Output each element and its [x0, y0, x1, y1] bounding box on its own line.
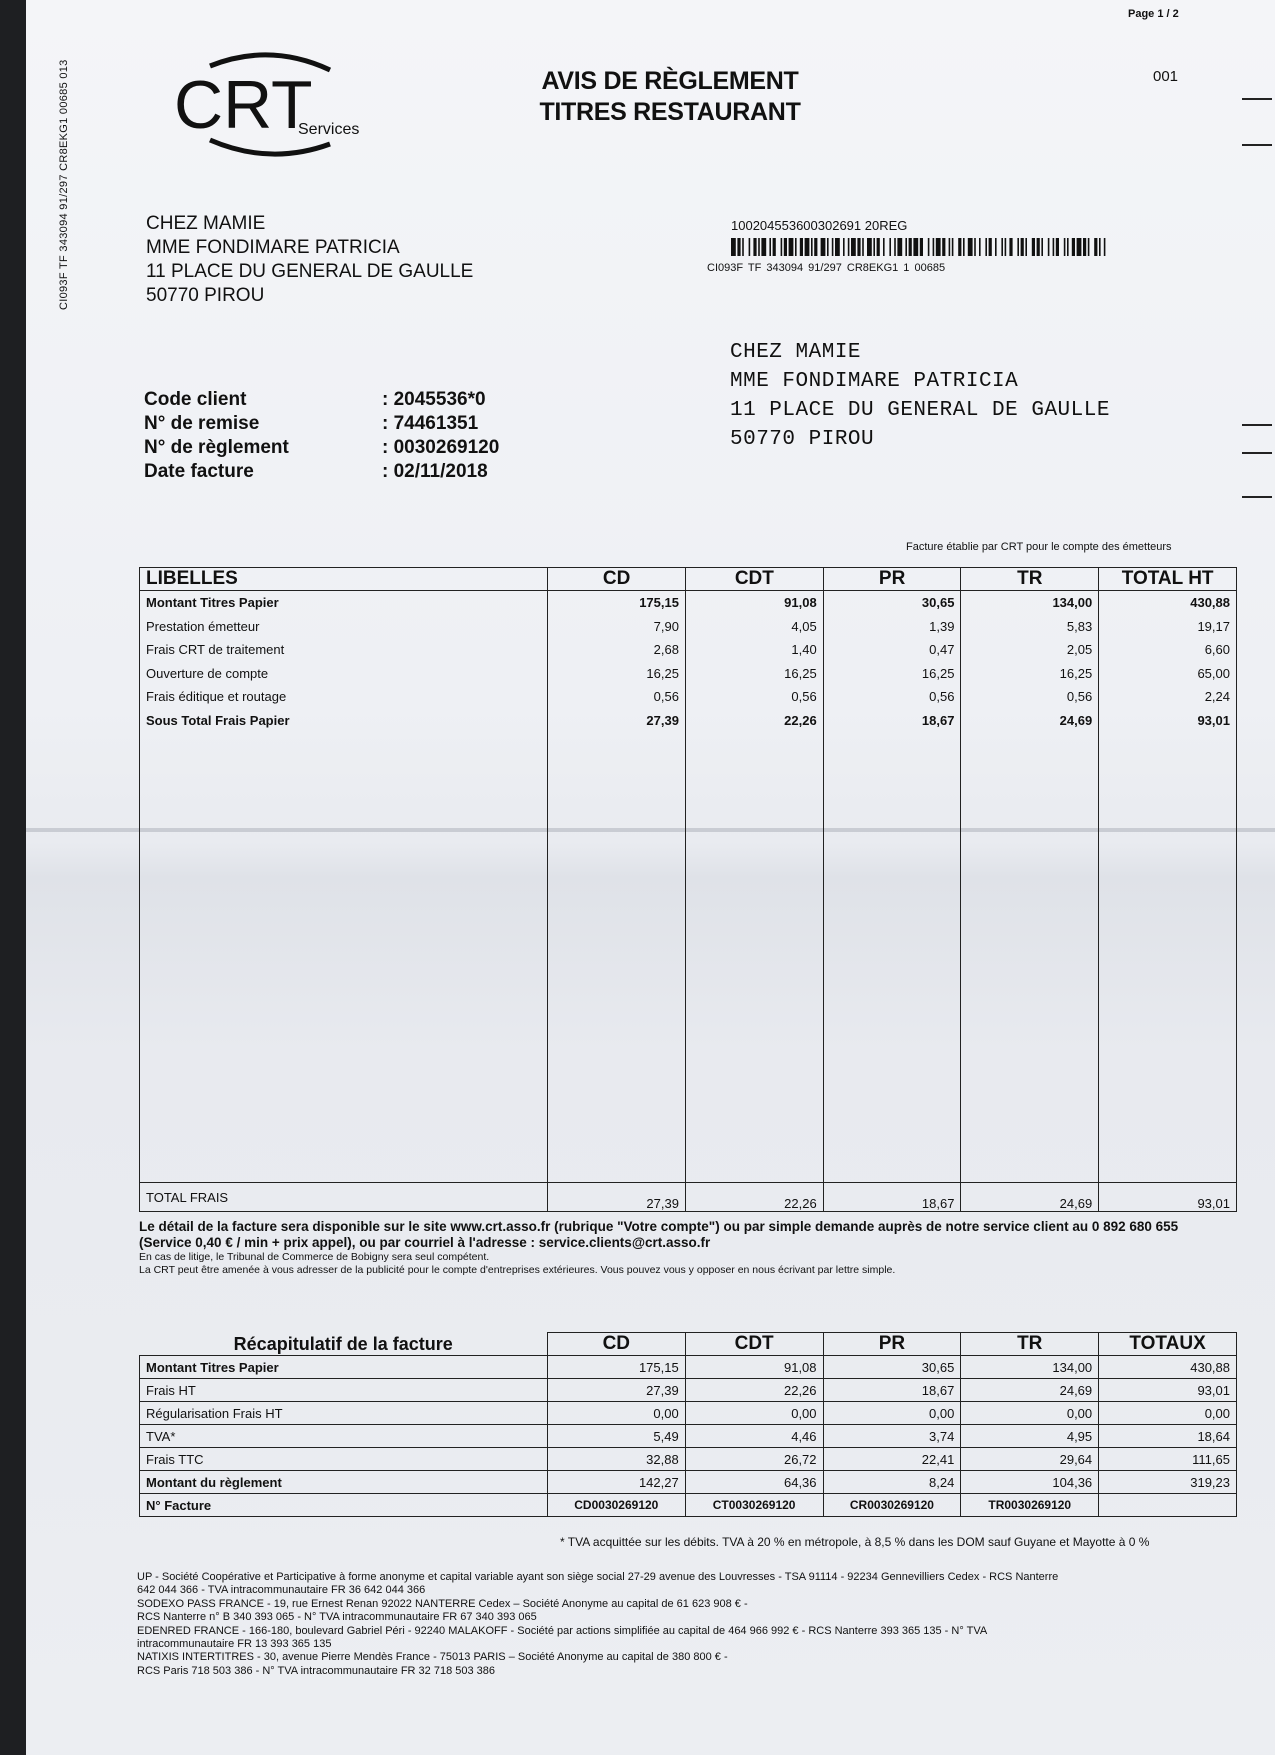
- barcode-bar: [894, 238, 896, 256]
- fees-tr-column: [961, 591, 1099, 1183]
- barcode-bar: [909, 238, 912, 256]
- fees-labels-column: [140, 591, 548, 1183]
- barcode-bar: [1077, 238, 1082, 256]
- barcode-bar: [1009, 238, 1012, 256]
- document-title: [500, 66, 840, 128]
- fees-cell: 5,83: [1066, 618, 1093, 634]
- edge-mark: [1242, 452, 1272, 454]
- fees-cell: 27,39: [646, 712, 679, 728]
- code-value: : 02/11/2018: [382, 461, 488, 482]
- barcode-bar: [873, 238, 875, 256]
- barcode-bar: [952, 238, 954, 256]
- barcode-bar: [843, 238, 845, 256]
- recipient-line: CHEZ MAMIE: [730, 341, 862, 364]
- invoice-codes: [144, 388, 499, 484]
- edge-mark: [1242, 144, 1272, 146]
- code-label: N° de remise: [144, 413, 260, 434]
- fees-cell: 1,39: [929, 618, 955, 634]
- fees-cell: 6,60: [1204, 642, 1230, 657]
- fees-row-label: Frais éditique et routage: [146, 689, 287, 704]
- fees-cell: 134,00: [1052, 595, 1093, 610]
- col-header-total-ht: TOTAL HT: [1099, 568, 1237, 591]
- barcode-bar: [949, 238, 951, 256]
- recap-cell: TR0030269120: [961, 1494, 1099, 1517]
- code-label: Date facture: [144, 461, 254, 482]
- recap-cell: 0,00: [1099, 1402, 1237, 1425]
- fees-cell: 2,24: [1204, 689, 1230, 704]
- fees-cell: 18,67: [921, 712, 955, 728]
- fees-cell: 4,05: [791, 618, 817, 634]
- fees-cell: 16,25: [646, 665, 679, 681]
- crt-logo: [170, 48, 370, 160]
- tva-note: * TVA acquittée sur les débits. TVA à 20 % en métropole, à 8,5 % dans les DOM sauf Guyane et Mayotte à 0 %: [560, 1535, 1150, 1549]
- barcode-bar: [867, 238, 872, 256]
- recap-cell: 0,00: [547, 1402, 685, 1425]
- fees-row-label: Montant Titres Papier: [146, 595, 279, 610]
- fees-cell: 19,17: [1197, 618, 1230, 634]
- barcode-bar: [989, 238, 992, 256]
- invoice-notice-small: [139, 1251, 1239, 1277]
- recap-cell: 32,88: [547, 1448, 685, 1471]
- title-line-2: TITRES RESTAURANT: [539, 98, 801, 126]
- recap-cell: 91,08: [685, 1356, 823, 1379]
- barcode-bar: [913, 238, 918, 256]
- recap-cell: 111,65: [1099, 1448, 1237, 1471]
- fees-row-label: Prestation émetteur: [146, 618, 260, 634]
- recap-header-pr: PR: [823, 1333, 961, 1356]
- barcode-reference: CI093F TF 343094 91/297 CR8EKG1 1 00685: [707, 262, 946, 274]
- total-frais-cdt: 22,26: [685, 1183, 823, 1212]
- total-frais-total: 93,01: [1099, 1183, 1237, 1212]
- recap-cell: 4,95: [961, 1425, 1099, 1448]
- barcode-bar: [1017, 238, 1019, 256]
- fees-cell: 2,05: [1066, 642, 1093, 657]
- issuer-note: Facture établie par CRT pour le compte des émetteurs: [906, 541, 1172, 553]
- fees-total-column: [1099, 591, 1237, 1183]
- fees-cell: 16,25: [784, 665, 817, 681]
- recap-cell: 27,39: [547, 1379, 685, 1402]
- total-frais-row: [140, 1183, 1237, 1212]
- barcode-bar: [758, 238, 760, 256]
- recap-cell: 24,69: [961, 1379, 1099, 1402]
- notice-line: Le détail de la facture sera disponible sur le site www.crt.asso.fr (rubrique "Votre compte") ou par simple demande auprès de notre service client au 0 892 680 655: [139, 1219, 1179, 1234]
- barcode-bar: [848, 238, 850, 256]
- barcode-bar: [784, 238, 787, 256]
- recap-row: [140, 1402, 1237, 1425]
- barcode-bar: [821, 238, 826, 256]
- recap-cell: 175,15: [547, 1356, 685, 1379]
- notice-line: La CRT peut être amenée à vous adresser de la publicité pour le compte d'entreprises extérieures. Vous pouvez vous y opposer en nous écrivant par lettre simple.: [139, 1264, 896, 1276]
- recap-row: [140, 1356, 1237, 1379]
- barcode-bar: [877, 238, 880, 256]
- barcode-bar: [1088, 238, 1090, 256]
- notice-line: (Service 0,40 € / min + prix appel), ou par courriel à l'adresse : service.clients@crt.asso.fr: [139, 1235, 711, 1250]
- fees-cell: 93,01: [1197, 712, 1230, 728]
- barcode-bar: [1104, 238, 1106, 256]
- code-value: : 0030269120: [382, 437, 500, 458]
- code-label: N° de règlement: [144, 437, 289, 458]
- edge-mark: [1242, 496, 1272, 498]
- recap-cell: [1099, 1494, 1237, 1517]
- fees-cell: 0,56: [1066, 689, 1093, 704]
- barcode-bar: [753, 238, 756, 256]
- total-frais-cd: 27,39: [548, 1183, 686, 1212]
- barcode-bar: [985, 238, 987, 256]
- fees-cell: 91,08: [784, 595, 817, 610]
- barcode-bar: [773, 238, 776, 256]
- recap-cell: 22,41: [823, 1448, 961, 1471]
- page-number: Page 1 / 2: [1128, 8, 1179, 20]
- fees-row-label: Ouverture de compte: [146, 665, 269, 681]
- address-line: 50770 PIROU: [146, 285, 265, 306]
- logo-text: CRT: [174, 67, 313, 143]
- fees-cell: 0,56: [929, 689, 955, 704]
- fees-table: [139, 567, 1237, 1212]
- fees-body: [140, 591, 1237, 1183]
- barcode-bar: [1053, 238, 1055, 256]
- recap-cell: 18,64: [1099, 1425, 1237, 1448]
- recap-cell: 3,74: [823, 1425, 961, 1448]
- recap-cell: 319,23: [1099, 1471, 1237, 1494]
- logo-subtext: Services: [298, 121, 360, 138]
- legal-line: EDENRED FRANCE - 166-180, boulevard Gabriel Péri - 92240 MALAKOFF - Société par actions simplifiée au capital de 464 966 992 € - RCS Nanterre 393 365 135 - N° TVA: [137, 1624, 988, 1637]
- barcode-bar: [789, 238, 794, 256]
- edge-mark: [1242, 98, 1272, 100]
- barcode-bar: [1001, 238, 1003, 256]
- barcode-bar: [995, 238, 997, 256]
- recap-row: [140, 1425, 1237, 1448]
- barcode-bar: [1037, 238, 1040, 256]
- barcode-bar: [1067, 238, 1069, 256]
- recap-row: [140, 1494, 1237, 1517]
- title-line-1: AVIS DE RÈGLEMENT: [541, 67, 799, 95]
- fees-row-label: Frais CRT de traitement: [146, 642, 285, 657]
- legal-line: RCS Paris 718 503 386 - N° TVA intracommunautaire FR 32 718 503 386: [137, 1664, 496, 1677]
- barcode-bar: [805, 238, 810, 256]
- fees-cell: 16,25: [921, 665, 955, 681]
- barcode-bar: [1099, 238, 1101, 256]
- fees-cd-column: [548, 591, 686, 1183]
- barcode-bar: [1072, 238, 1075, 256]
- recap-header-cd: CD: [547, 1333, 685, 1356]
- barcode-bar: [974, 238, 976, 256]
- recap-cell: 8,24: [823, 1471, 961, 1494]
- fees-header-row: [140, 568, 1237, 591]
- barcode-bar: [958, 238, 961, 256]
- barcode-bar: [933, 238, 935, 256]
- fees-cell: 7,90: [653, 618, 679, 634]
- document-number: 001: [1153, 68, 1179, 85]
- barcode-bar: [963, 238, 965, 256]
- fees-cell: 0,56: [791, 689, 817, 704]
- recipient-line: MME FONDIMARE PATRICIA: [730, 370, 1019, 393]
- barcode-bar: [1056, 238, 1059, 256]
- recap-cell: 26,72: [685, 1448, 823, 1471]
- code-value: : 2045536*0: [382, 389, 486, 410]
- code-label: Code client: [144, 389, 247, 410]
- code-value: : 74461351: [382, 413, 479, 434]
- barcode-bar: [761, 238, 766, 256]
- barcode-bar: [827, 238, 829, 256]
- recap-body: [140, 1356, 1237, 1517]
- recap-cell: 5,49: [547, 1425, 685, 1448]
- barcode-bar: [737, 238, 740, 256]
- barcode: [731, 238, 1111, 256]
- total-frais-tr: 24,69: [961, 1183, 1099, 1212]
- total-frais-pr: 18,67: [823, 1183, 961, 1212]
- recap-table: [139, 1332, 1237, 1517]
- recap-header-tr: TR: [961, 1333, 1099, 1356]
- barcode-bar: [851, 238, 856, 256]
- barcode-bar: [731, 238, 736, 256]
- legal-line: 642 044 366 - TVA intracommunautaire FR 36 642 044 366: [137, 1584, 426, 1597]
- barcode-bar: [835, 238, 840, 256]
- recap-cell: 22,26: [685, 1379, 823, 1402]
- barcode-bar: [857, 238, 860, 256]
- recap-row-label: Montant du règlement: [140, 1471, 548, 1494]
- address-line: CHEZ MAMIE: [146, 213, 266, 234]
- fees-cell: 430,88: [1190, 595, 1230, 610]
- barcode-bar: [889, 238, 891, 256]
- barcode-bar: [968, 238, 973, 256]
- legal-line: SODEXO PASS FRANCE - 19, rue Ernest Renan 92022 NANTERRE Cedex – Société Anonyme au capital de 61 623 908 € -: [137, 1597, 748, 1610]
- barcode-bar: [920, 238, 923, 256]
- fees-cell: 2,68: [653, 642, 679, 657]
- legal-line: intracommunautaire FR 13 393 365 135: [137, 1638, 332, 1651]
- barcode-bar: [862, 238, 864, 256]
- vertical-reference: CI093F TF 343094 91/297 CR8EKG1 00685 013: [58, 59, 70, 310]
- barcode-bar: [749, 238, 751, 256]
- fees-cell: 0,56: [653, 689, 679, 704]
- fees-cell: 1,40: [791, 642, 817, 657]
- recap-cell: 430,88: [1099, 1356, 1237, 1379]
- col-header-pr: PR: [823, 568, 961, 591]
- recap-cell: 4,46: [685, 1425, 823, 1448]
- fees-cell: 0,47: [929, 642, 955, 657]
- recipient-address: [730, 338, 1110, 454]
- recap-cell: 0,00: [685, 1402, 823, 1425]
- recap-row-label: Frais TTC: [140, 1448, 548, 1471]
- recap-header-row: [140, 1333, 1237, 1356]
- barcode-bar: [1021, 238, 1024, 256]
- barcode-bar: [979, 238, 981, 256]
- fees-row-label: Sous Total Frais Papier: [146, 712, 290, 728]
- barcode-bar: [832, 238, 834, 256]
- barcode-bar: [1094, 238, 1097, 256]
- fees-cell: 30,65: [921, 595, 955, 610]
- recap-row: [140, 1448, 1237, 1471]
- recap-row-label: Régularisation Frais HT: [140, 1402, 548, 1425]
- invoice-notice: [139, 1219, 1239, 1251]
- recap-cell: 18,67: [823, 1379, 961, 1402]
- recap-cell: 142,27: [547, 1471, 685, 1494]
- barcode-bar: [1064, 238, 1066, 256]
- recap-row-label: N° Facture: [140, 1494, 548, 1517]
- barcode-bar: [928, 238, 930, 256]
- recap-cell: 0,00: [823, 1402, 961, 1425]
- recap-title: Récapitulatif de la facture: [233, 1334, 453, 1354]
- barcode-bar: [1041, 238, 1043, 256]
- barcode-number: 100204553600302691 20REG: [731, 218, 908, 233]
- legal-footer: [137, 1571, 1237, 1678]
- recap-cell: CR0030269120: [823, 1494, 961, 1517]
- recap-cell: 30,65: [823, 1356, 961, 1379]
- recap-cell: 104,36: [961, 1471, 1099, 1494]
- total-frais-label: TOTAL FRAIS: [140, 1183, 548, 1212]
- sender-address: [146, 212, 473, 308]
- barcode-bar: [781, 238, 783, 256]
- scan-edge: [0, 0, 26, 1755]
- barcode-bar: [795, 238, 797, 256]
- barcode-bar: [1005, 238, 1007, 256]
- recap-cell: 29,64: [961, 1448, 1099, 1471]
- col-header-cdt: CDT: [685, 568, 823, 591]
- recap-row-label: Montant Titres Papier: [140, 1356, 548, 1379]
- barcode-bar: [811, 238, 813, 256]
- recap-cell: 0,00: [961, 1402, 1099, 1425]
- col-header-tr: TR: [961, 568, 1099, 591]
- fees-pr-column: [823, 591, 961, 1183]
- barcode-bar: [1083, 238, 1086, 256]
- barcode-bar: [905, 238, 907, 256]
- legal-line: RCS Nanterre n° B 340 393 065 - N° TVA intracommunautaire FR 67 340 393 065: [137, 1611, 537, 1624]
- col-header-libelles: LIBELLES: [140, 568, 548, 591]
- recap-row: [140, 1471, 1237, 1494]
- fees-cdt-column: [685, 591, 823, 1183]
- recap-cell: 93,01: [1099, 1379, 1237, 1402]
- barcode-bar: [814, 238, 817, 256]
- recap-header-cdt: CDT: [685, 1333, 823, 1356]
- barcode-bar: [742, 238, 744, 256]
- notice-line: En cas de litige, le Tribunal de Commerce de Bobigny sera seul compétent.: [139, 1251, 490, 1263]
- recap-header-totaux: TOTAUX: [1099, 1333, 1237, 1356]
- barcode-bar: [942, 238, 945, 256]
- fees-cell: 16,25: [1059, 665, 1093, 681]
- recap-cell: CD0030269120: [547, 1494, 685, 1517]
- recap-cell: CT0030269120: [685, 1494, 823, 1517]
- col-header-cd: CD: [548, 568, 686, 591]
- edge-mark: [1242, 424, 1272, 426]
- barcode-bar: [883, 238, 885, 256]
- recap-cell: 64,36: [685, 1471, 823, 1494]
- recipient-line: 11 PLACE DU GENERAL DE GAULLE: [730, 399, 1110, 422]
- recap-row-label: Frais HT: [140, 1379, 548, 1402]
- barcode-bar: [769, 238, 771, 256]
- fees-cell: 22,26: [784, 712, 817, 728]
- recap-row: [140, 1379, 1237, 1402]
- barcode-bar: [897, 238, 902, 256]
- fees-cell: 65,00: [1197, 665, 1230, 681]
- legal-line: UP - Société Coopérative et Participative à forme anonyme et capital variable ayant son siège social 27-29 avenue des Louvresses - TSA 91114 - 92234 Gennevilliers Cedex - RCS Nanterre: [137, 1571, 1059, 1583]
- legal-line: NATIXIS INTERTITRES - 30, avenue Pierre Mendès France - 75013 PARIS – Société Anonyme au capital de 380 800 € -: [137, 1651, 728, 1664]
- barcode-bar: [800, 238, 803, 256]
- recap-row-label: TVA*: [140, 1425, 548, 1448]
- recipient-line: 50770 PIROU: [730, 428, 875, 451]
- address-line: 11 PLACE DU GENERAL DE GAULLE: [146, 261, 474, 282]
- barcode-bar: [1032, 238, 1035, 256]
- address-line: MME FONDIMARE PATRICIA: [146, 237, 400, 258]
- barcode-bar: [1048, 238, 1050, 256]
- barcode-bar: [1025, 238, 1027, 256]
- fees-cell: 24,69: [1059, 712, 1093, 728]
- fees-cell: 175,15: [639, 595, 679, 610]
- barcode-bar: [936, 238, 941, 256]
- recap-cell: 134,00: [961, 1356, 1099, 1379]
